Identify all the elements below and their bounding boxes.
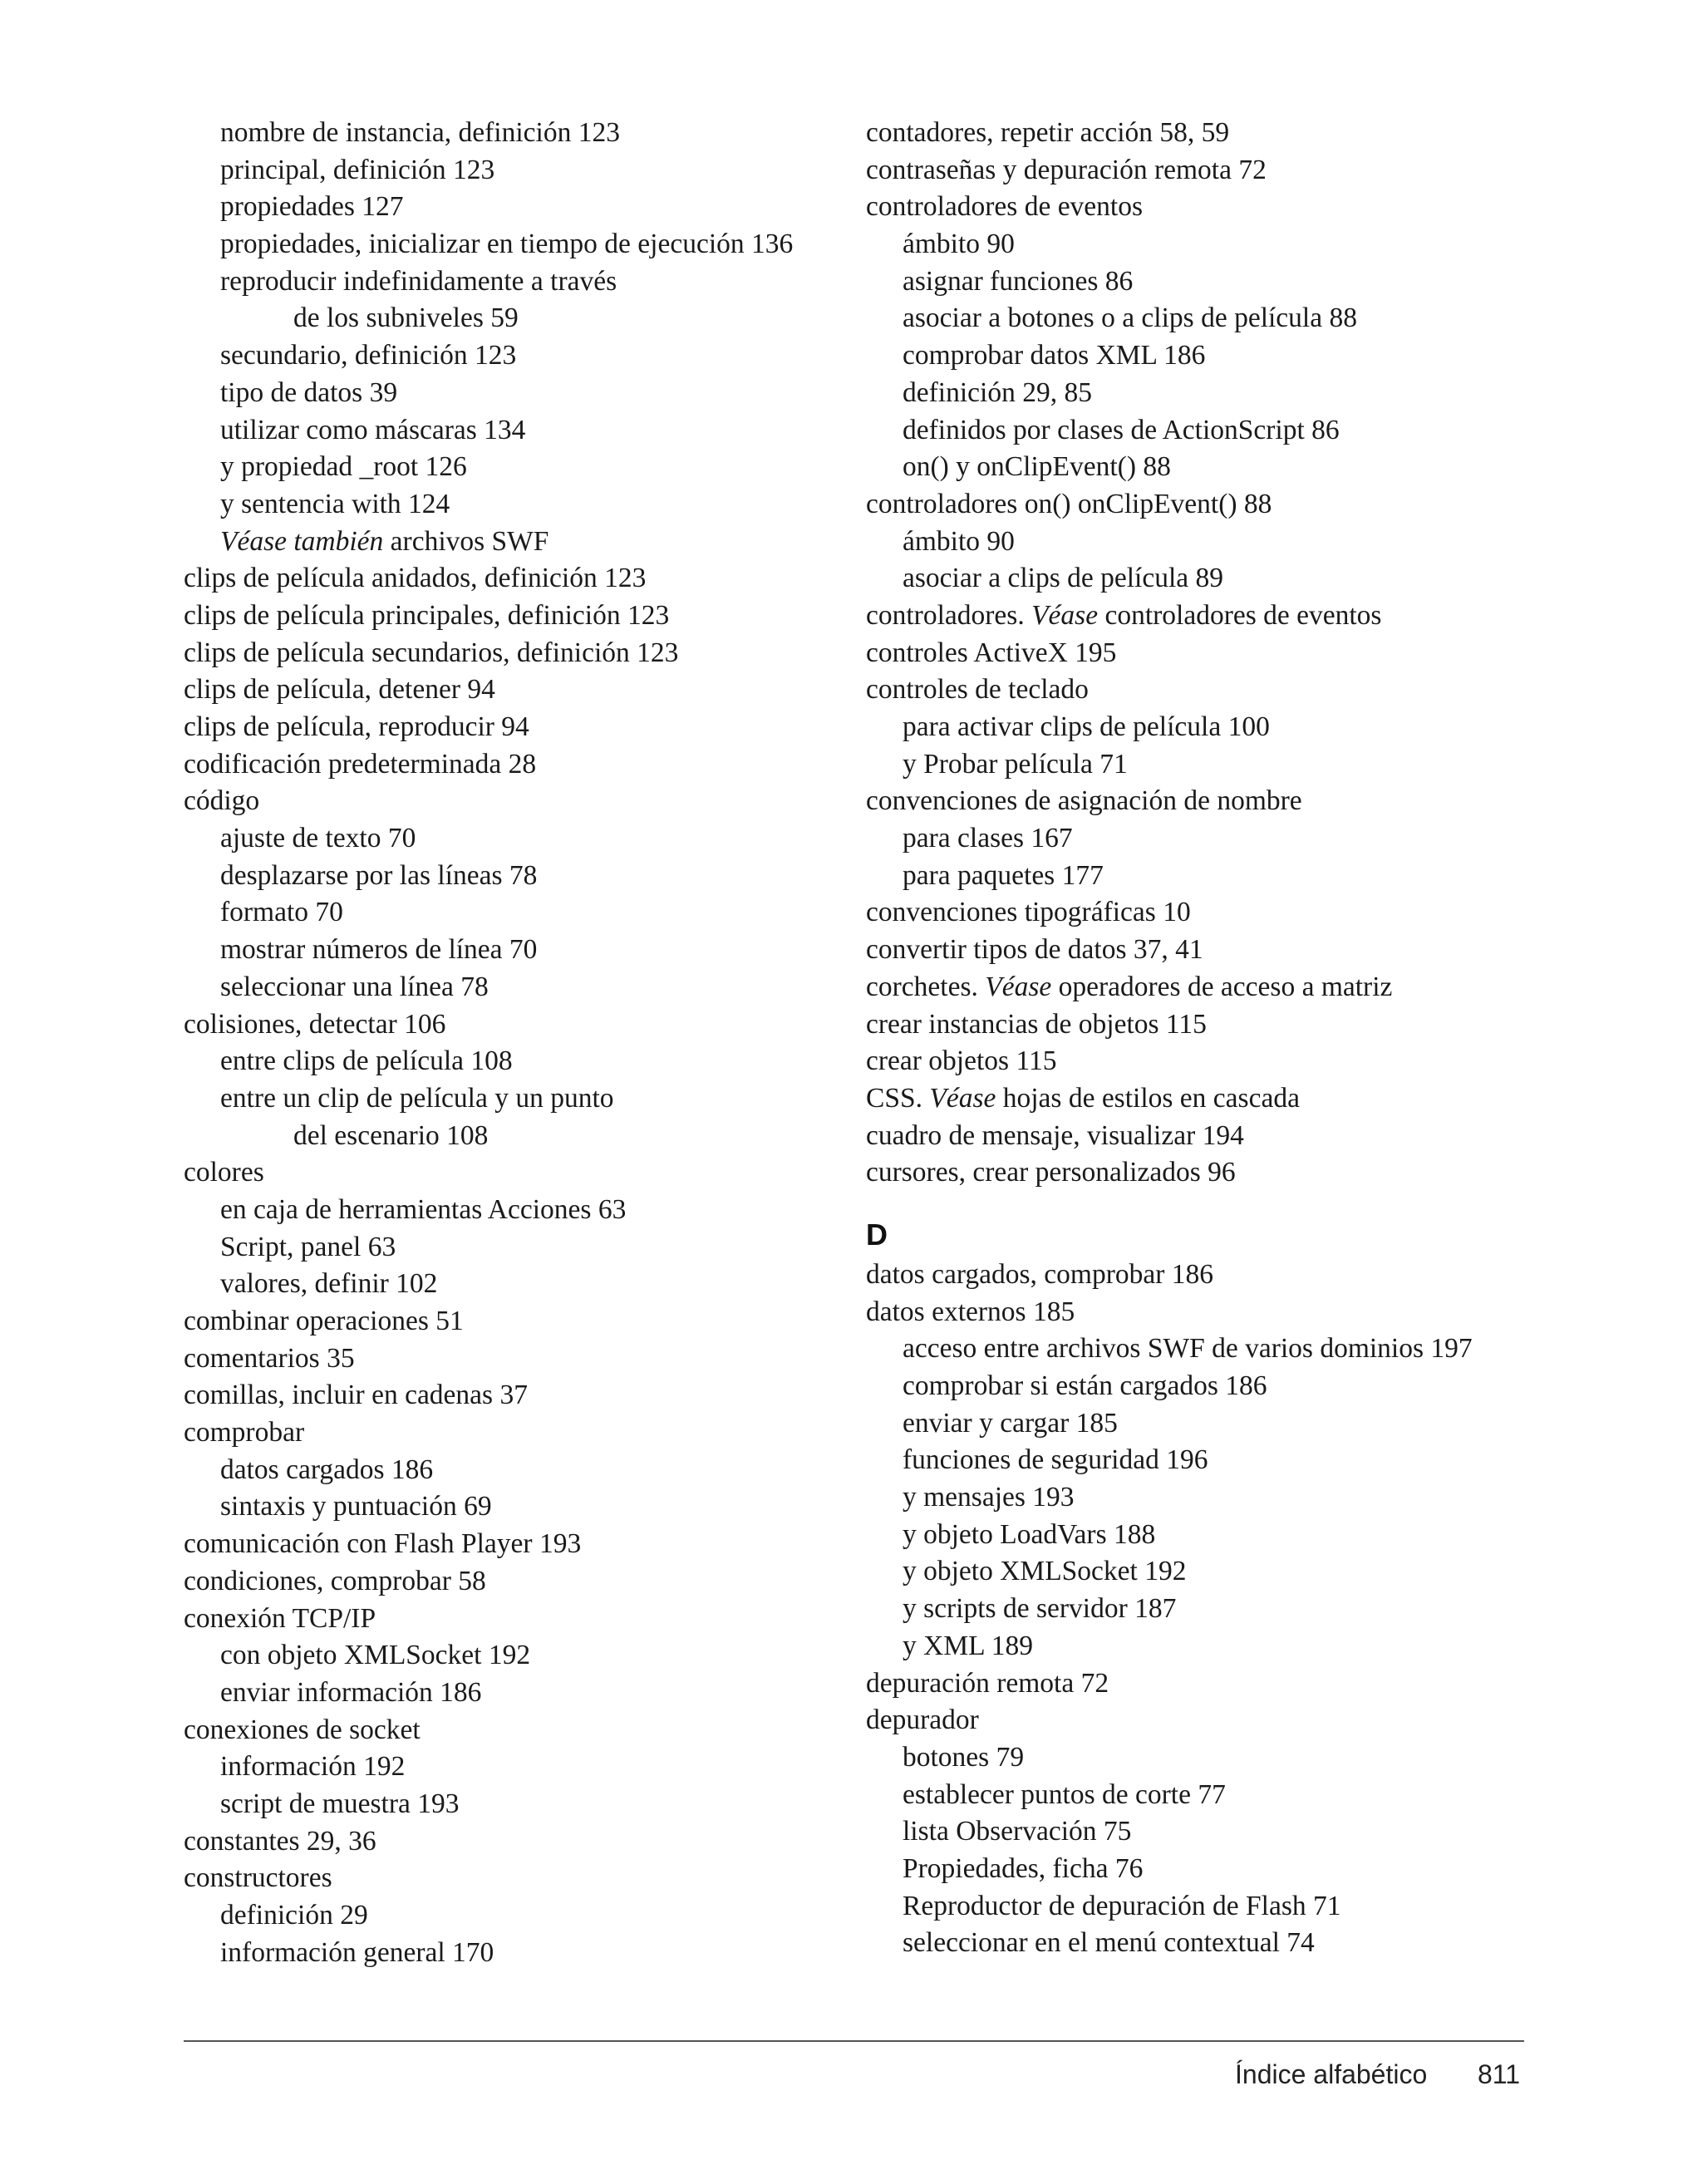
entry-text: información general 170 bbox=[220, 1936, 494, 1968]
entry-text: condiciones, comprobar 58 bbox=[184, 1565, 486, 1596]
index-entry bbox=[184, 671, 849, 709]
entry-text: cursores, crear personalizados 96 bbox=[866, 1157, 1236, 1188]
index-entry bbox=[184, 1601, 849, 1638]
index-subentry bbox=[184, 1229, 849, 1267]
entry-text: y XML 189 bbox=[903, 1630, 1033, 1661]
index-column-left bbox=[184, 115, 849, 1971]
entry-text: y objeto LoadVars 188 bbox=[903, 1518, 1156, 1550]
index-subentry bbox=[184, 1786, 849, 1823]
entry-text: comprobar bbox=[184, 1417, 305, 1449]
entry-text: cuadro de mensaje, visualizar 194 bbox=[866, 1119, 1244, 1151]
index-entry bbox=[184, 1414, 849, 1452]
entry-text: colores bbox=[184, 1157, 264, 1188]
index-entry bbox=[866, 635, 1556, 672]
index-subentry bbox=[184, 1452, 849, 1489]
index-subentry bbox=[866, 300, 1556, 337]
entry-text: codificación predeterminada 28 bbox=[184, 748, 537, 780]
entry-text: para activar clips de película 100 bbox=[903, 711, 1270, 742]
entry-text: ajuste de texto 70 bbox=[220, 823, 416, 854]
entry-text: principal, definición 123 bbox=[220, 154, 495, 185]
index-entry bbox=[866, 1665, 1556, 1703]
entry-text: on() y onClipEvent() 88 bbox=[903, 451, 1171, 483]
entry-text: script de muestra 193 bbox=[220, 1788, 460, 1819]
index-entry bbox=[184, 1340, 849, 1378]
see-also-label: Véase bbox=[985, 971, 1052, 1002]
index-subentry bbox=[866, 449, 1556, 486]
entry-text: asignar funciones 86 bbox=[903, 265, 1134, 297]
entry-text: acceso entre archivos SWF de varios dominios 197 bbox=[903, 1333, 1473, 1365]
entry-text: con objeto XMLSocket 192 bbox=[220, 1640, 531, 1671]
index-subentry bbox=[184, 1897, 849, 1935]
index-subentry bbox=[866, 263, 1556, 301]
index-subentry bbox=[866, 1591, 1556, 1628]
index-subentry bbox=[184, 449, 849, 486]
entry-text: operadores de acceso a matriz bbox=[1051, 971, 1393, 1002]
index-entry bbox=[184, 746, 849, 784]
index-subentry bbox=[184, 1935, 849, 1972]
entry-text: constructores bbox=[184, 1862, 332, 1894]
index-subentry bbox=[866, 1777, 1556, 1814]
index-entry bbox=[866, 894, 1556, 932]
entry-text: botones 79 bbox=[903, 1741, 1025, 1773]
index-entry bbox=[184, 1563, 849, 1601]
index-entry bbox=[866, 671, 1556, 709]
index-subentry bbox=[866, 858, 1556, 895]
index-entry bbox=[184, 1860, 849, 1897]
entry-text: seleccionar una línea 78 bbox=[220, 971, 489, 1002]
entry-text: nombre de instancia, definición 123 bbox=[220, 117, 620, 148]
index-subentry bbox=[866, 375, 1556, 412]
entry-text: información 192 bbox=[220, 1751, 406, 1783]
index-entry bbox=[184, 1526, 849, 1563]
index-column-right bbox=[866, 115, 1556, 1962]
entry-text: controles de teclado bbox=[866, 674, 1089, 706]
index-subentry bbox=[866, 1888, 1556, 1926]
index-subentry bbox=[184, 115, 849, 152]
entry-text: y sentencia with 124 bbox=[220, 488, 450, 519]
entry-text: controladores on() onClipEvent() 88 bbox=[866, 488, 1272, 519]
index-entry bbox=[866, 1080, 1556, 1118]
index-subentry bbox=[184, 894, 849, 932]
entry-text: en caja de herramientas Acciones 63 bbox=[220, 1193, 627, 1225]
index-subentry bbox=[866, 746, 1556, 784]
entry-text: comprobar si están cargados 186 bbox=[903, 1370, 1267, 1401]
index-entry bbox=[184, 709, 849, 746]
entry-text: constantes 29, 36 bbox=[184, 1825, 376, 1857]
index-subentry bbox=[184, 1266, 849, 1303]
index-entry bbox=[184, 1712, 849, 1749]
index-subentry bbox=[866, 524, 1556, 561]
index-entry bbox=[184, 1006, 849, 1044]
entry-text: y scripts de servidor 187 bbox=[903, 1593, 1177, 1625]
index-subentry bbox=[866, 1442, 1556, 1479]
index-subentry bbox=[866, 1739, 1556, 1777]
entry-text: para paquetes 177 bbox=[903, 859, 1104, 891]
index-subentry bbox=[866, 337, 1556, 375]
entry-text: formato 70 bbox=[220, 897, 343, 928]
section-letter-heading: D bbox=[866, 1217, 888, 1252]
index-entry bbox=[184, 1377, 849, 1414]
entry-text: archivos SWF bbox=[383, 525, 549, 557]
index-subentry bbox=[184, 820, 849, 858]
entry-text: código bbox=[184, 785, 260, 817]
index-subentry bbox=[866, 1925, 1556, 1962]
index-entry bbox=[866, 932, 1556, 969]
entry-text: Script, panel 63 bbox=[220, 1231, 396, 1262]
entry-text: combinar operaciones 51 bbox=[184, 1306, 464, 1336]
entry-text: Reproductor de depuración de Flash 71 bbox=[903, 1890, 1341, 1921]
entry-text: comillas, incluir en cadenas 37 bbox=[184, 1380, 528, 1411]
index-subentry bbox=[184, 226, 849, 263]
index-subentry bbox=[184, 858, 849, 895]
entry-text: entre un clip de película y un punto bbox=[220, 1082, 614, 1114]
index-subentry bbox=[866, 1813, 1556, 1851]
entry-text: Propiedades, ficha 76 bbox=[903, 1852, 1144, 1884]
entry-text: mostrar números de línea 70 bbox=[220, 934, 538, 966]
entry-text: hojas de estilos en cascada bbox=[996, 1082, 1300, 1114]
entry-text: y objeto XMLSocket 192 bbox=[903, 1556, 1187, 1587]
entry-text: clips de película anidados, definición 123 bbox=[184, 563, 647, 594]
entry-text: secundario, definición 123 bbox=[220, 340, 517, 371]
index-entry bbox=[184, 560, 849, 598]
entry-text: funciones de seguridad 196 bbox=[903, 1444, 1208, 1476]
entry-text: definición 29 bbox=[220, 1900, 368, 1931]
entry-prefix: CSS. bbox=[866, 1082, 930, 1114]
entry-prefix: controladores. bbox=[866, 599, 1032, 631]
index-entry bbox=[866, 152, 1556, 189]
entry-text: ámbito 90 bbox=[903, 229, 1015, 260]
index-subentry bbox=[866, 709, 1556, 746]
see-also-label: Véase bbox=[929, 1082, 996, 1114]
index-entry bbox=[184, 783, 849, 820]
entry-text: datos externos 185 bbox=[866, 1296, 1075, 1327]
index-entry bbox=[184, 598, 849, 635]
entry-text: valores, definir 102 bbox=[220, 1268, 438, 1300]
entry-text: para clases 167 bbox=[903, 823, 1073, 854]
entry-text: del escenario 108 bbox=[293, 1119, 489, 1151]
entry-text: y Probar película 71 bbox=[903, 748, 1128, 780]
index-subentry bbox=[866, 560, 1556, 598]
index-subentry bbox=[866, 1517, 1556, 1554]
see-also-label: Véase bbox=[1031, 599, 1099, 631]
index-subentry bbox=[184, 152, 849, 189]
entry-text: clips de película, reproducir 94 bbox=[184, 711, 529, 742]
index-entry bbox=[866, 1154, 1556, 1192]
index-entry bbox=[866, 1702, 1556, 1739]
entry-text: convertir tipos de datos 37, 41 bbox=[866, 934, 1203, 966]
entry-text: clips de película principales, definición 123 bbox=[184, 599, 670, 631]
index-entry bbox=[866, 115, 1556, 152]
index-subentry bbox=[184, 337, 849, 375]
index-subentry bbox=[184, 1192, 849, 1229]
entry-text: establecer puntos de corte 77 bbox=[903, 1778, 1226, 1810]
index-entry bbox=[866, 598, 1556, 635]
entry-text: propiedades, inicializar en tiempo de ejecución 136 bbox=[220, 229, 794, 260]
index-subentry bbox=[866, 1368, 1556, 1405]
see-also-label: Véase también bbox=[220, 525, 384, 557]
index-entry bbox=[866, 1006, 1556, 1044]
entry-text: contadores, repetir acción 58, 59 bbox=[866, 117, 1230, 148]
index-subentry bbox=[184, 375, 849, 412]
entry-text: controladores de eventos bbox=[1098, 599, 1382, 631]
index-subentry bbox=[866, 1479, 1556, 1517]
index-entry bbox=[184, 1154, 849, 1192]
entry-text: sintaxis y puntuación 69 bbox=[220, 1491, 492, 1522]
page-number: 811 bbox=[1478, 2059, 1521, 2089]
index-entry bbox=[866, 189, 1556, 226]
index-subentry bbox=[184, 1488, 849, 1526]
entry-text: y propiedad _root 126 bbox=[220, 451, 467, 483]
index-section-d bbox=[866, 1257, 1556, 1962]
index-entry bbox=[866, 783, 1556, 820]
entry-text: datos cargados, comprobar 186 bbox=[866, 1258, 1214, 1290]
entry-text: seleccionar en el menú contextual 74 bbox=[903, 1927, 1315, 1959]
index-subentry bbox=[866, 412, 1556, 450]
index-subentry bbox=[184, 263, 849, 301]
entry-text: tipo de datos 39 bbox=[220, 376, 398, 408]
index-subentry bbox=[184, 1118, 849, 1155]
entry-text: conexión TCP/IP bbox=[184, 1602, 376, 1634]
index-subentry bbox=[184, 1637, 849, 1675]
index-subentry bbox=[866, 1405, 1556, 1443]
index-entry bbox=[866, 969, 1556, 1006]
index-subentry bbox=[184, 189, 849, 226]
entry-text: asociar a clips de película 89 bbox=[903, 563, 1224, 594]
entry-text: entre clips de película 108 bbox=[220, 1045, 513, 1077]
index-subentry bbox=[866, 1851, 1556, 1888]
entry-text: de los subniveles 59 bbox=[293, 303, 519, 334]
index-subentry bbox=[866, 1553, 1556, 1591]
entry-text: utilizar como máscaras 134 bbox=[220, 414, 526, 445]
entry-text: asociar a botones o a clips de película 88 bbox=[903, 303, 1357, 334]
index-subentry bbox=[184, 1080, 849, 1118]
entry-text: colisiones, detectar 106 bbox=[184, 1008, 446, 1040]
index-entry bbox=[184, 1823, 849, 1861]
index-subentry bbox=[184, 1749, 849, 1786]
entry-text: crear instancias de objetos 115 bbox=[866, 1008, 1207, 1040]
entry-text: controladores de eventos bbox=[866, 191, 1144, 223]
index-entry bbox=[866, 1118, 1556, 1155]
index-entry bbox=[184, 635, 849, 672]
index-subentry bbox=[184, 486, 849, 524]
entry-text: contraseñas y depuración remota 72 bbox=[866, 154, 1267, 185]
entry-text: reproducir indefinidamente a través bbox=[220, 265, 617, 297]
entry-text: lista Observación 75 bbox=[903, 1816, 1132, 1847]
entry-text: ámbito 90 bbox=[903, 525, 1015, 557]
index-subentry bbox=[184, 932, 849, 969]
index-subentry bbox=[184, 1675, 849, 1712]
entry-text: enviar información 186 bbox=[220, 1676, 482, 1708]
entry-text: comprobar datos XML 186 bbox=[903, 340, 1206, 371]
index-subentry bbox=[866, 226, 1556, 263]
index-subentry bbox=[184, 524, 849, 561]
index-section-c bbox=[866, 115, 1556, 1192]
index-entry bbox=[866, 1043, 1556, 1080]
entry-text: clips de película secundarios, definición 123 bbox=[184, 637, 679, 668]
index-entry bbox=[866, 486, 1556, 524]
entry-text: comentarios 35 bbox=[184, 1342, 355, 1374]
entry-text: depurador bbox=[866, 1704, 979, 1736]
entry-text: depuración remota 72 bbox=[866, 1667, 1109, 1699]
index-subentry bbox=[866, 820, 1556, 858]
index-subentry bbox=[184, 969, 849, 1006]
entry-text: crear objetos 115 bbox=[866, 1045, 1057, 1077]
entry-text: definidos por clases de ActionScript 86 bbox=[903, 414, 1340, 445]
footer-rule bbox=[184, 2040, 1524, 2042]
entry-text: enviar y cargar 185 bbox=[903, 1407, 1118, 1439]
entry-text: comunicación con Flash Player 193 bbox=[184, 1528, 582, 1560]
entry-text: conexiones de socket bbox=[184, 1714, 421, 1745]
entry-text: definición 29, 85 bbox=[903, 376, 1092, 408]
index-entry bbox=[866, 1257, 1556, 1294]
entry-text: datos cargados 186 bbox=[220, 1454, 434, 1485]
entry-text: controles ActiveX 195 bbox=[866, 637, 1117, 668]
index-entry bbox=[184, 1303, 849, 1340]
index-subentry bbox=[866, 1628, 1556, 1665]
entry-text: convenciones de asignación de nombre bbox=[866, 785, 1302, 817]
index-subentry bbox=[184, 1043, 849, 1080]
index-subentry bbox=[184, 300, 849, 337]
footer-title: Índice alfabético bbox=[1235, 2059, 1428, 2089]
index-entry bbox=[866, 1294, 1556, 1331]
index-subentry bbox=[184, 412, 849, 450]
index-subentry bbox=[866, 1331, 1556, 1368]
entry-text: clips de película, detener 94 bbox=[184, 674, 495, 706]
entry-text: convenciones tipográficas 10 bbox=[866, 897, 1191, 928]
entry-text: propiedades 127 bbox=[220, 191, 404, 223]
entry-text: y mensajes 193 bbox=[903, 1482, 1075, 1513]
entry-text: desplazarse por las líneas 78 bbox=[220, 859, 538, 891]
entry-prefix: corchetes. bbox=[866, 971, 986, 1002]
